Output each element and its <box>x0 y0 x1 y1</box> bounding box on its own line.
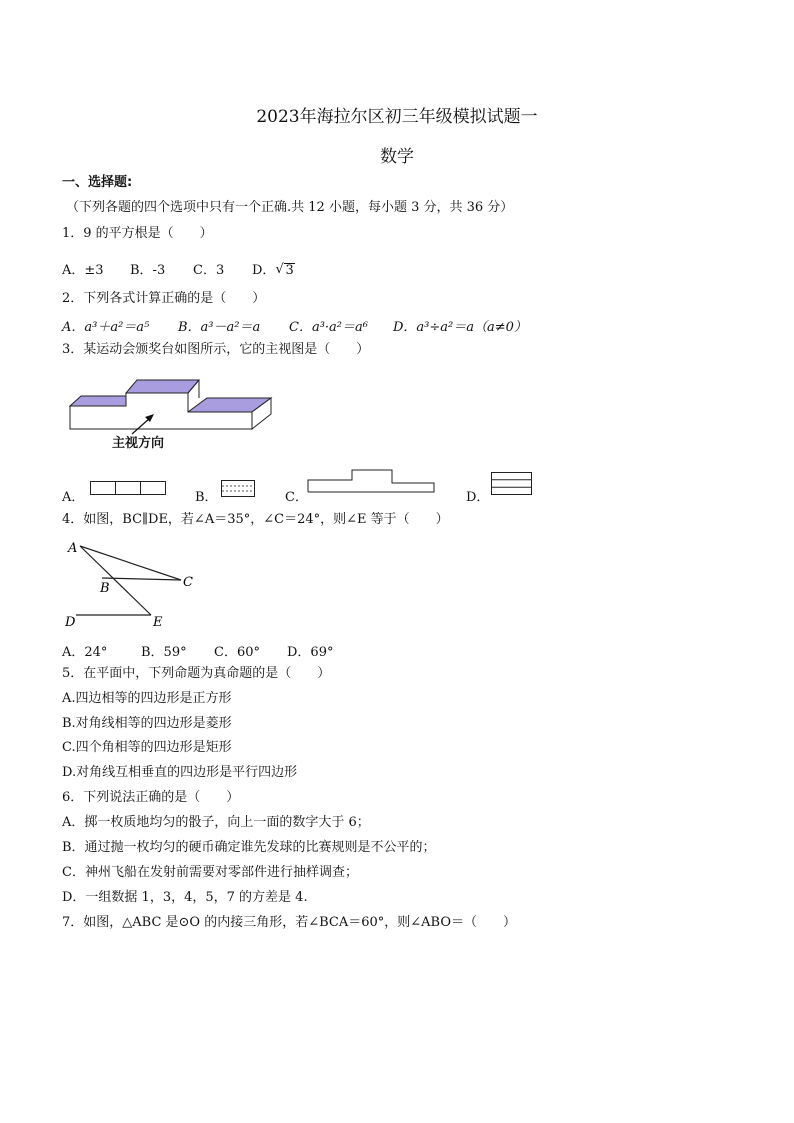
q3-option-b: B． <box>195 490 218 505</box>
q7-stem: 7．如图，△ABC 是⊙O 的内接三角形，若∠BCA＝60°，则∠ABO＝（ ） <box>62 915 517 930</box>
q1-option-b: B．-3 <box>130 263 166 278</box>
exam-title: 2023年海拉尔区初三年级模拟试题一 <box>256 107 538 127</box>
q2-option-c: C．a³·a²＝a⁶ <box>289 320 368 335</box>
q1-option-d <box>252 259 294 278</box>
q6-stem: 6．下列说法正确的是（ ） <box>62 790 240 805</box>
q4-option-a: A．24° <box>62 645 108 660</box>
q3-figure-label: 主视方向 <box>112 436 165 451</box>
q1-option-a: A．±3 <box>62 263 104 278</box>
q6-option-b: B．通过抛一枚均匀的硬币确定谁先发球的比赛规则是不公平的； <box>62 840 436 855</box>
q2-option-b: B．a³－a²＝a <box>178 320 261 335</box>
q1-radicand: 3 <box>285 263 294 278</box>
q4-figure <box>62 536 202 632</box>
q4-option-b: B．59° <box>141 645 187 660</box>
q4-option-c: C．60° <box>214 645 260 660</box>
segment-ae <box>80 546 151 615</box>
q2-option-a: A．a³＋a²＝a⁵ <box>62 320 150 335</box>
q3-option-c-figure <box>307 469 437 495</box>
q3-option-c: C． <box>285 490 308 505</box>
q1-option-d-label: D． <box>252 263 276 278</box>
section-instructions: （下列各题的四个选项中只有一个正确.共 12 小题，每小题 3 分，共 36 分） <box>66 200 514 215</box>
subject-title: 数学 <box>380 147 414 167</box>
segment-ac <box>80 546 181 580</box>
q2-option-d: D．a³÷a²＝a（a≠0） <box>393 320 527 335</box>
q5-option-d: D.对角线互相垂直的四边形是平行四边形 <box>62 765 298 780</box>
q3-option-a-figure <box>90 481 167 497</box>
sqrt-symbol: √ 3 <box>275 262 294 278</box>
q5-option-b: B.对角线相等的四边形是菱形 <box>62 716 232 731</box>
podium-middle-top <box>126 380 199 393</box>
q5-option-c: C.四个角相等的四边形是矩形 <box>62 740 232 755</box>
q1-stem: 1．9 的平方根是（ ） <box>62 226 213 241</box>
point-c-label: C <box>183 575 193 590</box>
point-d-label: D <box>65 615 76 630</box>
q3-option-d: D． <box>466 490 490 505</box>
q2-stem: 2．下列各式计算正确的是（ ） <box>62 291 266 306</box>
q3-option-b-figure <box>221 480 256 498</box>
q1-option-c: C．3 <box>193 263 225 278</box>
q3-stem: 3．某运动会颁奖台如图所示，它的主视图是（ ） <box>62 342 370 357</box>
q3-option-d-figure <box>491 472 533 496</box>
q4-option-d: D．69° <box>287 645 334 660</box>
section-heading: 一、选择题: <box>62 175 133 190</box>
q6-option-c: C．神州飞船在发射前需要对零部件进行抽样调查； <box>62 865 358 880</box>
q5-stem: 5．在平面中，下列命题为真命题的是（ ） <box>62 666 331 681</box>
q5-option-a: A.四边相等的四边形是正方形 <box>62 691 232 706</box>
podium-figure <box>62 372 292 457</box>
q6-option-a: A．掷一枚质地均匀的骰子，向上一面的数字大于 6； <box>62 815 370 830</box>
point-a-label: A <box>68 541 78 556</box>
q3-option-a: A． <box>62 490 85 505</box>
point-b-label: B <box>100 581 110 596</box>
point-e-label: E <box>153 615 163 630</box>
q4-stem: 4．如图，BC∥DE，若∠A＝35°，∠C＝24°，则∠E 等于（ ） <box>62 512 449 527</box>
q6-option-d: D．一组数据 1，3，4，5，7 的方差是 4. <box>62 890 308 905</box>
